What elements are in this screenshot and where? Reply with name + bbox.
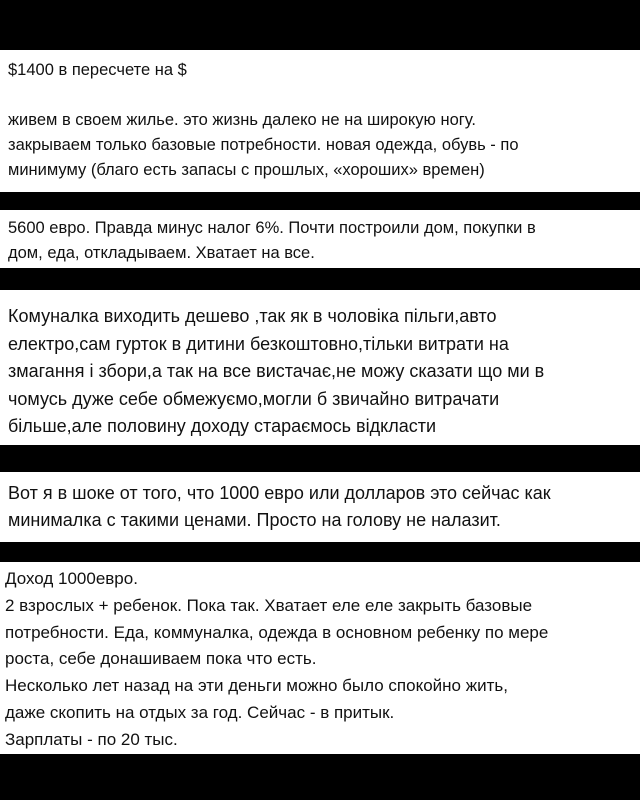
comment-text-line: закрываем только базовые потребности. новая одежда, обувь - по — [8, 136, 519, 154]
comment-text-line: Доход 1000евро. — [5, 569, 138, 588]
comment-text-line: даже скопить на отдых за год. Сейчас - в притык. — [5, 702, 395, 722]
comment-text-line: минимуму (благо есть запасы с прошлых, «хороших» времен) — [8, 161, 485, 179]
comment-text-line: роста, себе донашиваем пока что есть. — [5, 649, 317, 669]
comment-card-2 — [0, 210, 640, 268]
comment-text-line: Вот я в шоке от того, что 1000 евро или долларов это сейчас как — [8, 483, 551, 503]
comment-card-5 — [0, 562, 640, 754]
comment-text-line: 5600 евро. Правда минус налог 6%. Почти построили дом, покупки в — [8, 219, 536, 237]
comment-text-line: минималка с такими ценами. Просто на голову не налазит. — [8, 510, 501, 530]
blank-line-spacer — [8, 83, 634, 108]
comment-card-1 — [0, 50, 640, 192]
comment-text-line: $1400 в пересчете на $ — [8, 61, 187, 79]
comment-text-line: Комуналка виходить дешево ,так як в чоловіка пільги,авто — [8, 306, 497, 326]
comment-text-line: змагання і збори,а так на все вистачає,не можу сказати що ми в — [8, 361, 545, 381]
comment-text-line: чомусь дуже себе обмежуємо,могли б звичайно витрачати — [8, 388, 500, 409]
comment-card-4 — [0, 472, 640, 542]
comment-text-line: 2 взрослых + ребенок. Пока так. Хватает еле еле закрыть базовые — [5, 595, 533, 615]
comment-text-line: живем в своем жилье. это жизнь далеко не на широкую ногу. — [8, 111, 476, 129]
comment-text-line: більше,але половину доходу стараємось відкласти — [8, 416, 437, 436]
comment-text-line: електро,сам гурток в дитини безкоштовно,тільки витрати на — [8, 333, 509, 354]
comment-text-line: дом, еда, откладываем. Хватает на все. — [8, 244, 315, 262]
comment-text-line: Зарплаты - по 20 тыс. — [5, 729, 178, 749]
comment-text-line: потребности. Еда, коммуналка, одежда в основном ребенку по мере — [5, 622, 549, 642]
comment-card-3 — [0, 290, 640, 445]
comment-text-line: Несколько лет назад на эти деньги можно было спокойно жить, — [5, 676, 508, 696]
